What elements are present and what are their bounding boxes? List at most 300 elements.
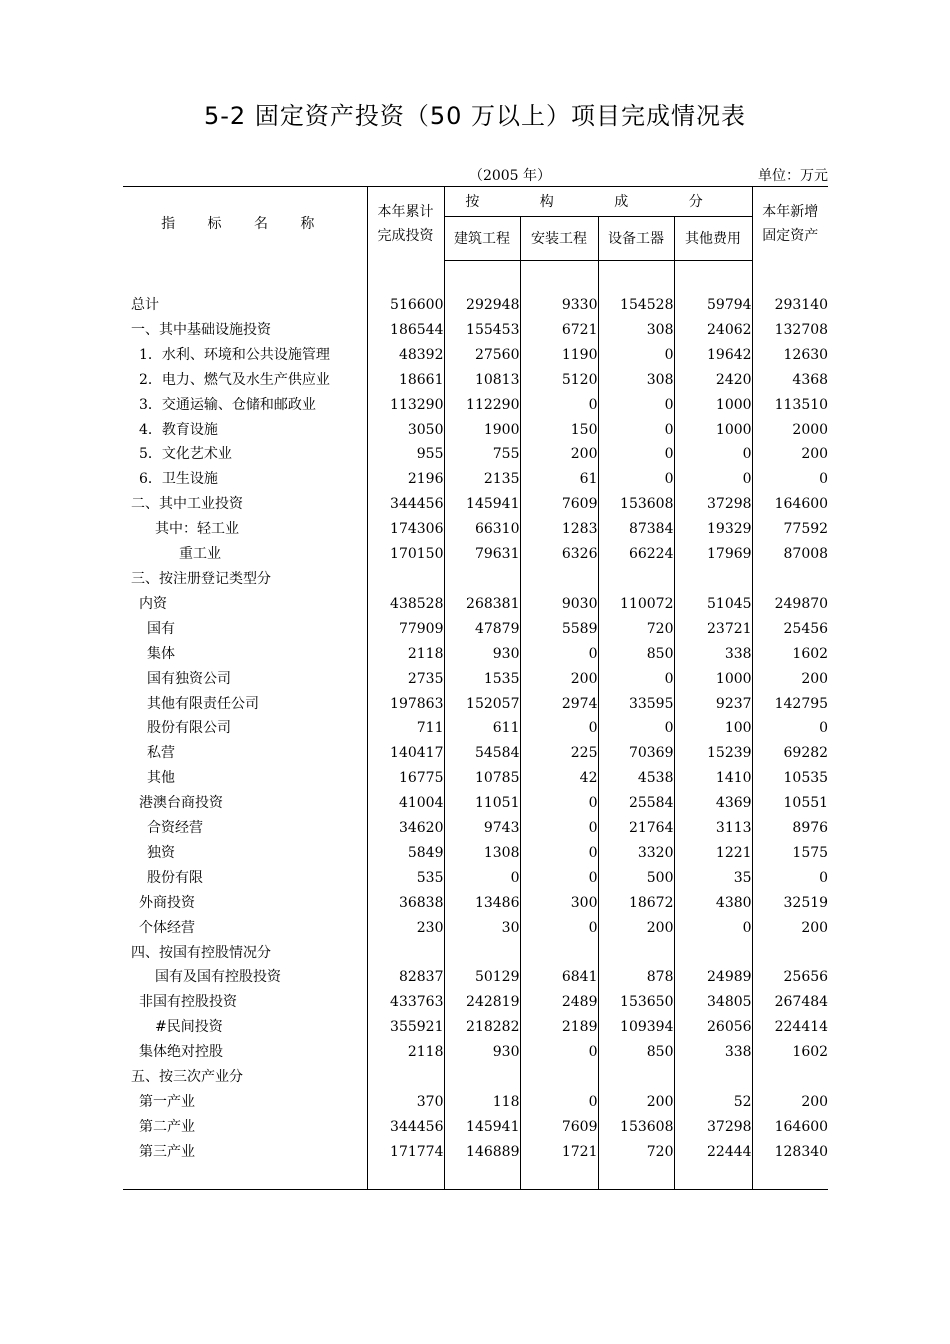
cell-new-assets: 10535 [783,770,829,787]
cell-installation: 0 [520,841,598,866]
cell-cumulative [367,567,444,592]
cell-new-assets [752,941,828,966]
row-label: 3．交通运输、仓储和邮政业 [123,393,367,418]
header-equipment: 设备工器 [598,217,674,261]
cell-cumulative: 711 [367,716,444,741]
cell-new-assets: 128340 [774,1143,829,1160]
cell-other: 23721 [674,617,752,642]
cell-other [674,567,752,592]
table-row [123,318,828,343]
cell-cumulative: 438528 [367,592,444,617]
cell-new-assets: 1602 [792,1044,829,1061]
table-row [123,567,828,592]
cell-equipment: 66224 [598,542,674,567]
cell-other: 22444 [674,1140,752,1165]
cell-equipment: 70369 [598,741,674,766]
cell-construction: 155453 [444,318,520,343]
row-label: 集体 [123,642,367,667]
cell-equipment: 500 [598,866,674,891]
row-label: 个体经营 [123,916,367,941]
row-label: 独资 [123,841,367,866]
cell-cumulative: 140417 [367,741,444,766]
table-row [123,1015,828,1040]
header-composition-group: 按 构 成 分 [444,187,752,217]
cell-other: 34805 [674,990,752,1015]
cell-other: 3113 [674,816,752,841]
table-row [123,667,828,692]
cell-other [674,1065,752,1090]
cell-installation: 1190 [520,343,598,368]
cell-cumulative: 5849 [367,841,444,866]
cell-installation: 225 [520,741,598,766]
row-label: 总计 [123,293,367,318]
cell-cumulative [367,941,444,966]
cell-equipment: 153608 [598,1115,674,1140]
cell-construction: 2135 [444,467,520,492]
cell-new-assets: 200 [801,919,829,936]
cell-other: 100 [674,716,752,741]
cell-construction: 9743 [444,816,520,841]
cell-installation [520,567,598,592]
cell-other: 338 [674,642,752,667]
cell-construction: 242819 [444,990,520,1015]
cell-construction: 152057 [444,692,520,717]
cell-equipment: 0 [598,343,674,368]
header-installation: 安装工程 [520,217,598,261]
cell-new-assets: 4368 [792,371,829,388]
cell-construction: 10785 [444,766,520,791]
cell-equipment: 0 [598,467,674,492]
cell-equipment: 25584 [598,791,674,816]
cell-new-assets: 2000 [792,421,829,438]
row-label: 合资经营 [123,816,367,841]
cell-other: 338 [674,1040,752,1065]
cell-equipment: 0 [598,667,674,692]
cell-new-assets: 267484 [774,994,829,1011]
cell-construction: 112290 [444,393,520,418]
cell-new-assets: 8976 [792,820,829,837]
table-row [123,816,828,841]
cell-equipment: 720 [598,1140,674,1165]
table-row [123,1115,828,1140]
cell-other: 19642 [674,343,752,368]
cell-cumulative: 433763 [367,990,444,1015]
table-header [123,187,828,261]
cell-new-assets: 69282 [783,745,829,762]
cell-equipment: 200 [598,916,674,941]
cell-new-assets: 249870 [774,595,829,612]
cell-new-assets: 1602 [792,645,829,662]
table-row [123,393,828,418]
cell-cumulative: 3050 [367,418,444,443]
cell-cumulative [367,1065,444,1090]
table-row [123,492,828,517]
cell-construction: 0 [444,866,520,891]
spacer-row [123,261,828,294]
row-label: 港澳台商投资 [123,791,367,816]
cell-new-assets [752,1065,828,1090]
cell-installation: 9030 [520,592,598,617]
cell-installation: 6326 [520,542,598,567]
cell-new-assets: 164600 [774,1118,829,1135]
row-label: 股份有限 [123,866,367,891]
row-label: 四、按国有控股情况分 [123,941,367,966]
cell-installation: 7609 [520,492,598,517]
cell-installation: 0 [520,642,598,667]
table-row [123,642,828,667]
cell-other: 37298 [674,1115,752,1140]
end-spacer-row [123,1165,828,1190]
header-new-fixed-assets [752,187,828,261]
cell-equipment: 33595 [598,692,674,717]
cell-equipment: 850 [598,642,674,667]
cell-equipment: 0 [598,442,674,467]
cell-equipment: 87384 [598,517,674,542]
cell-equipment: 0 [598,716,674,741]
table-row [123,517,828,542]
cell-new-assets: 224414 [774,1019,829,1036]
cell-cumulative: 186544 [367,318,444,343]
cell-construction: 30 [444,916,520,941]
cell-other: 17969 [674,542,752,567]
row-label: 5．文化艺术业 [123,442,367,467]
cell-other: 1000 [674,418,752,443]
cell-new-assets: 77592 [783,521,829,538]
row-label: 其他有限责任公司 [123,692,367,717]
cell-other: 0 [674,916,752,941]
cell-construction: 145941 [444,492,520,517]
cell-installation: 150 [520,418,598,443]
cell-construction: 13486 [444,891,520,916]
row-label: 外商投资 [123,891,367,916]
cell-construction: 268381 [444,592,520,617]
cell-cumulative: 41004 [367,791,444,816]
cell-installation: 0 [520,716,598,741]
cell-cumulative: 2118 [367,1040,444,1065]
cell-construction: 118 [444,1090,520,1115]
row-label: 第一产业 [123,1090,367,1115]
table-row [123,542,828,567]
cell-equipment: 308 [598,318,674,343]
row-label: 6．卫生设施 [123,467,367,492]
row-label: 4．教育设施 [123,418,367,443]
table-row [123,866,828,891]
table-row [123,617,828,642]
header-cumulative-line-1: 本年累计 [377,203,434,220]
cell-equipment [598,1065,674,1090]
cell-cumulative: 230 [367,916,444,941]
cell-installation: 0 [520,393,598,418]
table-row [123,766,828,791]
table-row [123,1090,828,1115]
table-row [123,343,828,368]
cell-construction: 146889 [444,1140,520,1165]
cell-equipment: 878 [598,965,674,990]
cell-installation: 2489 [520,990,598,1015]
table-row [123,592,828,617]
investment-table [123,186,828,1190]
cell-new-assets: 293140 [774,297,829,313]
cell-other: 4380 [674,891,752,916]
cell-equipment [598,941,674,966]
cell-installation: 61 [520,467,598,492]
table-row [123,418,828,443]
cell-new-assets: 1575 [792,844,829,861]
cell-installation: 2974 [520,692,598,717]
table-row [123,891,828,916]
cell-other: 1410 [674,766,752,791]
cell-installation: 300 [520,891,598,916]
table-row [123,965,828,990]
row-label: #民间投资 [123,1015,367,1040]
table-body [123,261,828,1190]
cell-cumulative: 48392 [367,343,444,368]
table-row [123,1065,828,1090]
cell-construction: 10813 [444,368,520,393]
cell-construction: 930 [444,642,520,667]
cell-other: 2420 [674,368,752,393]
page-title: 5-2 固定资产投资（50 万以上）项目完成情况表 [204,102,746,130]
cell-new-assets: 164600 [774,496,829,513]
table-row [123,467,828,492]
row-label: 三、按注册登记类型分 [123,567,367,592]
row-label: 非国有控股投资 [123,990,367,1015]
cell-construction: 1900 [444,418,520,443]
cell-new-assets [752,567,828,592]
cell-construction: 54584 [444,741,520,766]
row-label: 私营 [123,741,367,766]
header-new-line-2: 固定资产 [762,227,819,244]
cell-installation: 9330 [520,293,598,318]
cell-equipment: 21764 [598,816,674,841]
cell-cumulative: 171774 [367,1140,444,1165]
cell-construction: 755 [444,442,520,467]
cell-cumulative: 170150 [367,542,444,567]
cell-installation: 6841 [520,965,598,990]
cell-installation: 200 [520,667,598,692]
cell-other: 0 [674,467,752,492]
cell-installation: 5589 [520,617,598,642]
header-cumulative-investment [367,187,444,261]
cell-new-assets: 0 [819,471,829,488]
header-indicator-name: 指 标 名 称 [123,187,367,261]
cell-installation: 2189 [520,1015,598,1040]
cell-construction: 1308 [444,841,520,866]
table-row [123,442,828,467]
cell-cumulative: 344456 [367,492,444,517]
cell-cumulative: 36838 [367,891,444,916]
cell-new-assets: 0 [819,869,829,886]
cell-construction [444,567,520,592]
cell-cumulative: 174306 [367,517,444,542]
cell-equipment: 850 [598,1040,674,1065]
cell-construction: 611 [444,716,520,741]
cell-cumulative: 2196 [367,467,444,492]
cell-new-assets: 132708 [774,321,829,338]
table-row [123,916,828,941]
cell-equipment: 110072 [598,592,674,617]
cell-construction: 930 [444,1040,520,1065]
row-label: 集体绝对控股 [123,1040,367,1065]
cell-equipment: 200 [598,1090,674,1115]
cell-other: 51045 [674,592,752,617]
cell-construction: 79631 [444,542,520,567]
table-row [123,1040,828,1065]
table-row [123,941,828,966]
cell-cumulative: 2735 [367,667,444,692]
cell-new-assets: 87008 [783,546,829,563]
cell-cumulative: 113290 [367,393,444,418]
cell-equipment: 0 [598,418,674,443]
cell-installation: 0 [520,791,598,816]
unit-label: 单位：万元 [758,168,828,184]
row-label: 二、其中工业投资 [123,492,367,517]
cell-installation: 42 [520,766,598,791]
cell-cumulative: 535 [367,866,444,891]
cell-equipment: 109394 [598,1015,674,1040]
cell-new-assets: 12630 [783,346,829,363]
cell-equipment: 720 [598,617,674,642]
cell-new-assets: 32519 [783,894,829,911]
cell-other: 9237 [674,692,752,717]
cell-construction: 292948 [444,293,520,318]
cell-cumulative: 344456 [367,1115,444,1140]
header-construction: 建筑工程 [444,217,520,261]
cell-construction: 47879 [444,617,520,642]
cell-installation: 0 [520,1040,598,1065]
row-label: 2．电力、燃气及水生产供应业 [123,368,367,393]
cell-other: 1000 [674,667,752,692]
cell-cumulative: 370 [367,1090,444,1115]
row-label: 重工业 [123,542,367,567]
cell-new-assets: 10551 [783,795,829,812]
cell-new-assets: 200 [801,1094,829,1110]
table-row [123,1140,828,1165]
row-label: 五、按三次产业分 [123,1065,367,1090]
table-row [123,692,828,717]
cell-cumulative: 34620 [367,816,444,841]
cell-equipment [598,567,674,592]
cell-equipment: 308 [598,368,674,393]
cell-equipment: 154528 [598,293,674,318]
cell-equipment: 0 [598,393,674,418]
row-label: 国有独资公司 [123,667,367,692]
cell-other: 59794 [674,293,752,318]
cell-installation [520,1065,598,1090]
header-cumulative-line-2: 完成投资 [377,227,434,244]
cell-equipment: 3320 [598,841,674,866]
cell-installation: 1283 [520,517,598,542]
cell-installation: 0 [520,816,598,841]
cell-other: 35 [674,866,752,891]
row-label: 一、其中基础设施投资 [123,318,367,343]
cell-installation: 1721 [520,1140,598,1165]
cell-installation: 200 [520,442,598,467]
cell-installation [520,941,598,966]
cell-other: 26056 [674,1015,752,1040]
cell-new-assets: 25656 [783,969,829,986]
cell-cumulative: 16775 [367,766,444,791]
row-label: 1．水利、环境和公共设施管理 [123,343,367,368]
row-label: 内资 [123,592,367,617]
cell-new-assets: 142795 [774,695,829,712]
cell-new-assets: 200 [801,670,829,687]
cell-installation: 6721 [520,318,598,343]
cell-construction: 66310 [444,517,520,542]
cell-cumulative: 77909 [367,617,444,642]
table-row [123,791,828,816]
cell-installation: 5120 [520,368,598,393]
table-row [123,716,828,741]
cell-cumulative: 82837 [367,965,444,990]
cell-construction: 145941 [444,1115,520,1140]
year-label: （2005 年） [468,168,552,184]
table-row [123,368,828,393]
cell-other: 24989 [674,965,752,990]
cell-other: 37298 [674,492,752,517]
row-label: 其中：轻工业 [123,517,367,542]
cell-installation: 7609 [520,1115,598,1140]
cell-new-assets: 200 [801,446,829,463]
cell-cumulative: 197863 [367,692,444,717]
row-label: 第二产业 [123,1115,367,1140]
cell-construction: 27560 [444,343,520,368]
cell-equipment: 4538 [598,766,674,791]
table-row [123,841,828,866]
table-row [123,293,828,318]
cell-construction: 11051 [444,791,520,816]
cell-other: 52 [674,1090,752,1115]
cell-other: 24062 [674,318,752,343]
table-row [123,990,828,1015]
cell-other: 1000 [674,393,752,418]
row-label: 国有 [123,617,367,642]
cell-equipment: 153650 [598,990,674,1015]
cell-equipment: 18672 [598,891,674,916]
cell-equipment: 153608 [598,492,674,517]
cell-other: 1221 [674,841,752,866]
cell-other: 19329 [674,517,752,542]
cell-construction [444,1065,520,1090]
cell-other: 0 [674,442,752,467]
cell-cumulative: 2118 [367,642,444,667]
cell-cumulative: 955 [367,442,444,467]
cell-construction: 50129 [444,965,520,990]
cell-cumulative: 18661 [367,368,444,393]
cell-new-assets: 0 [819,720,829,737]
cell-installation: 0 [520,866,598,891]
cell-installation: 0 [520,916,598,941]
cell-construction: 218282 [444,1015,520,1040]
cell-construction [444,941,520,966]
header-other-costs: 其他费用 [674,217,752,261]
cell-other: 4369 [674,791,752,816]
row-label: 第三产业 [123,1140,367,1165]
cell-cumulative: 516600 [367,293,444,318]
cell-new-assets: 25456 [783,620,829,637]
cell-installation: 0 [520,1090,598,1115]
row-label: 国有及国有控股投资 [123,965,367,990]
cell-cumulative: 355921 [367,1015,444,1040]
cell-construction: 1535 [444,667,520,692]
cell-other [674,941,752,966]
header-new-line-1: 本年新增 [762,203,819,220]
row-label: 股份有限公司 [123,716,367,741]
table-row [123,741,828,766]
cell-other: 15239 [674,741,752,766]
row-label: 其他 [123,766,367,791]
cell-new-assets: 113510 [774,396,829,413]
